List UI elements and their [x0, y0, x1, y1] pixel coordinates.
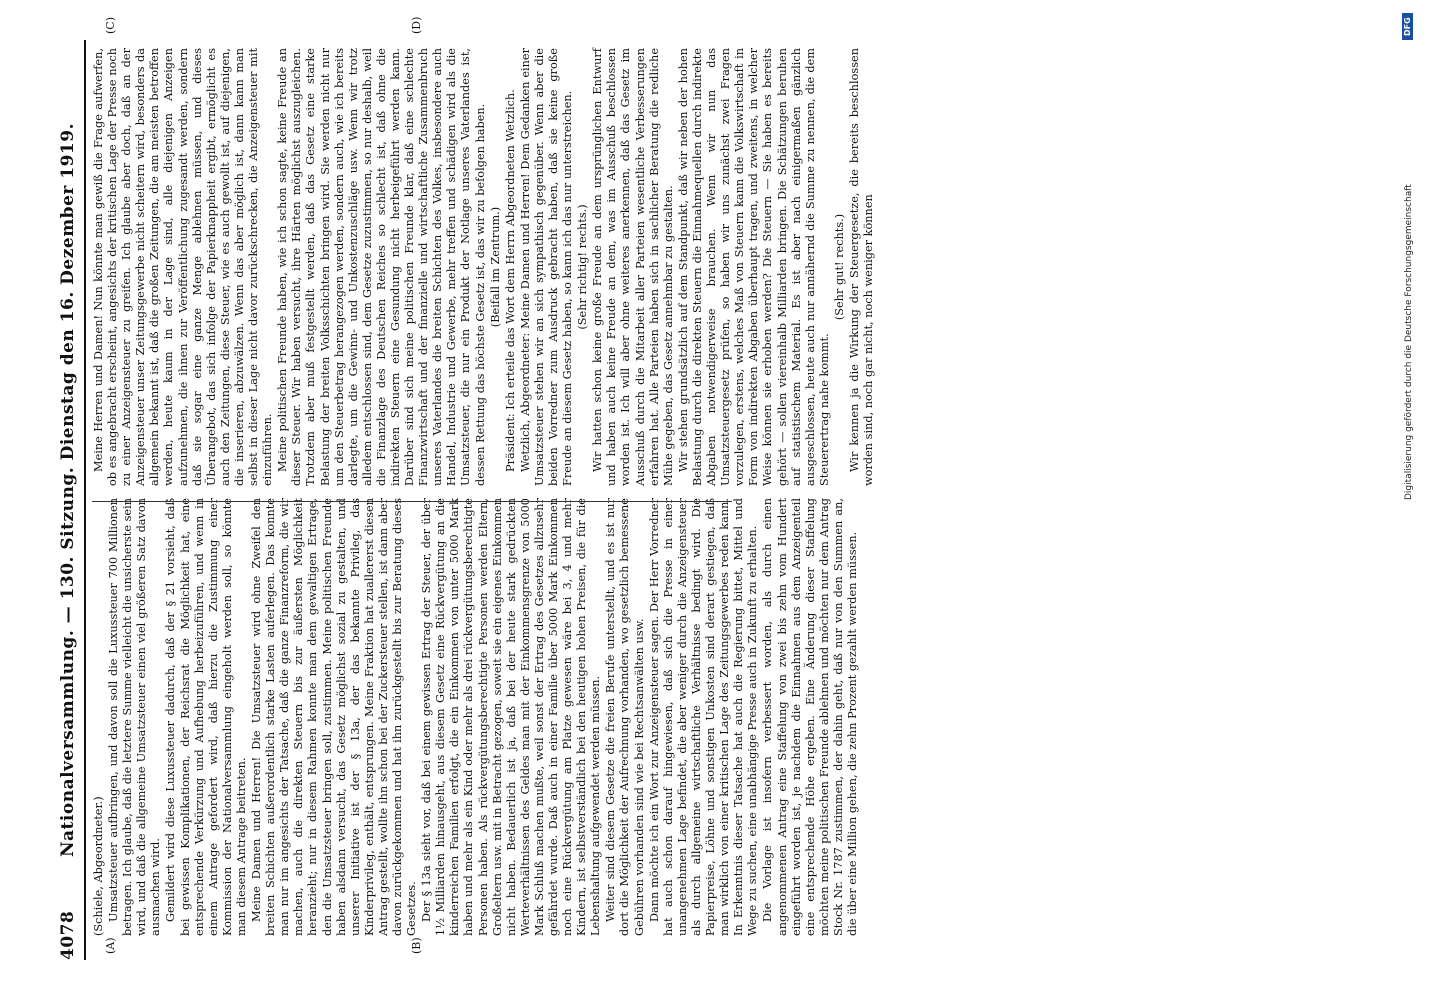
paragraph: Wetzlich, Abgeordneter: Meine Damen und Herren! Dem Gedanken einer Umsatzsteuer stehen wir an sich sympathisch gegenüber. Wenn aber die beiden Vorredner zum Ausdruck gebracht haben, daß sie keine große Freude an diesem Gesetz haben, so kann ich das nur unterstreichen.: [518, 48, 575, 486]
paragraph: Der § 13a sieht vor, daß bei einem gewissen Ertrag der Steuer, der über 1½ Milliarden hinausgeht, aus diesem Gesetz eine Rückvergütung an die kinderreichen Familien erfolgt, die ein Einkommen von unter 5000 Mark haben und mehr als ein Kind oder mehr als drei rückvergütungsberechtigte Personen haben. Als rückvergütungsberechtigte Personen werden Eltern, Großeltern usw. mit in Betracht gezogen, soweit sie ein eigenes Einkommen nicht haben. Bedauerlich ist ja, daß bei der heute stark gedrückten Werteverhältnissen des Geldes man mit der Einkommensgrenze von 5000 Mark Schluß machen mußte, weil sonst der Ertrag des Gesetzes allzusehr gefährdet wurde. Daß auch in einer Familie über 5000 Mark Einkommen noch eine Rückvergütung am Platze gewesen wäre bei 3, 4 und mehr Kindern, ist selbstverständlich bei den heutigen hohen Preisen, die für die Lebenshaltung aufgewendet werden müssen.: [420, 498, 603, 936]
column-divider: [92, 501, 732, 502]
interjection: (Beifall im Zentrum.): [488, 206, 502, 328]
margin-marker-a: (A): [104, 937, 117, 954]
left-column: [92, 498, 859, 936]
paragraph: Wir kennen ja die Wirkung der Steuergesetze, die bereits beschlossen worden sind, noch gar nicht, noch weniger können: [847, 48, 876, 486]
margin-marker-b: (B): [410, 937, 423, 954]
paragraph: Wir hatten schon keine große Freude an dem ursprünglichen Entwurf und haben auch keine Freude an dem, was im Ausschuß beschlossen worden ist. Ich will aber ohne weiteres anerkennen, daß das Gesetz im Ausschuß durch die Mitarbeit aller Parteien wesentliche Verbesserungen erfahren hat. Alle Parteien haben sich in sachlicher Beratung die redliche Mühe gegeben, das Gesetz annehmbar zu gestalten.: [591, 48, 675, 486]
paragraph: Meine Herren und Damen! Nun könnte man gewiß die Frage aufwerfen, ob es angebracht erscheint, angesichts der kritischen Lage der Presse noch zu einer Anzeigensteuer zu greifen. Ich glaube aber doch, daß an der Anzeigensteuer unser Zeitungsgewerbe nicht scheitern wird, besonders da allgemein bekannt ist, daß die großen Zeitungen, die am meisten betroffen werden, heute kaum in der Lage sind, alle diejenigen Anzeigen aufzunehmen, die ihnen zur Veröffentlichung zugesandt werden, sondern daß sie sogar eine ganze Menge ablehnen müssen, und dieses Überangebot, das sich infolge der Papierknappheit ergibt, ermöglicht es auch den Zeitungen, diese Steuer, wie es auch gewollt ist, auf diejenigen, die inserieren, abzuwälzen. Wenn das aber möglich ist, dann kann man selbst in dieser Lage nicht davor zurückschrecken, die Anzeigensteuer mit einzuführen.: [92, 48, 275, 486]
paragraph: Gemildert wird diese Luxussteuer dadurch, daß der § 21 vorsieht, daß bei gewissen Komplikationen, der Reichsrat die Möglichkeit hat, eine entsprechende Verkürzung und Aufhebung herbeizuführen, und wenn in einem Antrage gefordert wird, daß hierzu die Zustimmung einer Kommission der Nationalversammlung eingeholt werden soll, so könnte man diesem Antrage beitreten.: [164, 498, 248, 936]
margin-marker-d: (D): [410, 16, 423, 34]
paragraph: Weiter sind diesem Gesetze die freien Berufe unterstellt, und es ist nur dort die Möglichkeit der Aufrechnung vorhanden, wo gesetzlich bemessene Gebühren vorhanden sind wie bei Rechtsanwälten usw.: [604, 498, 646, 936]
interjection: (Sehr gut! rechts.): [832, 213, 846, 321]
margin-marker-c: (C): [104, 17, 117, 34]
interjection: (Sehr richtig! rechts.): [576, 204, 590, 330]
speaker-note: (Schiele, Abgeordneter.): [92, 796, 105, 936]
paragraph: Meine Damen und Herren! Die Umsatzsteuer wird ohne Zweifel den breiten Schichten außerordentlich starke Lasten auferlegen. Das konnte man nur im angesichts der Tatsache, daß die ganze Finanzreform, die wir machen, auch die direkten Steuern bis zur äußersten Möglichkeit heranzieht; nur in diesem Rahmen konnte man dem gewaltigen Ertrage, den die Umsatzsteuer bringen soll, zustimmen. Meine politischen Freunde haben alsdann versucht, das Gesetz möglichst sozial zu gestalten, und unserer Initiative ist der § 13a, der das bekannte Privileg, das Kinderprivileg, enthält, entsprungen. Meine Fraktion hat zuallererst diesen Antrag gestellt, wollte ihn schon bei der Zuckersteuer stellen, ist dann aber davon zurückgekommen und hat ihn zurückgestellt bis zur Beratung dieses Gesetzes.: [250, 498, 419, 936]
digitization-note: Digitalisierung gefördert durch die Deutsche Forschungsgemeinschaft: [1404, 184, 1414, 500]
page-number: 4078: [58, 910, 78, 960]
paragraph: Wir stehen grundsätzlich auf dem Standpunkt, daß wir neben der hohen Belastung durch die direkten Steuern die Einnahmequellen durch indirekte Abgaben notwendigerweise brauchen. Wenn wir nun das Umsatzsteuergesetz prüfen, so haben wir uns zunächst zwei Fragen vorzulegen, erstens, welches Maß von Steuern kann die Volkswirtschaft in Form von indirekten Abgaben überhaupt tragen, und zweitens, in welcher Weise können sie erhoben werden? Die Steuern — Sie haben es bereits gehört — sollen viereinhalb Milliarden bringen. Die Schätzungen beruhen auf statistischem Material. Es ist aber nach einigermaßen gänzlich ausgeschlossen, heute auch nur annähernd die Summe zu nennen, die dem Steuerertrag nahe kommt.: [676, 48, 831, 486]
paragraph: Dann möchte ich ein Wort zur Anzeigensteuer sagen. Der Herr Vorredner hat auch schon darauf hingewiesen, daß sich die Presse in einer unangenehmen Lage befindet, die aber weniger durch die Anzeigensteuer als durch allgemeine wirtschaftliche Verhältnisse bedingt wird. Die Papierpreise, Löhne und sonstigen Unkosten sind derart gestiegen, daß man wirklich von einer kritischen Lage des Zeitungsgewerbes reden kann. In Erkenntnis dieser Tatsache hat auch die Regierung bittet, Mittel und Wege zu suchen, eine unabhängige Presse auch in Zukunft zu erhalten.: [647, 498, 760, 936]
page-header: [50, 40, 86, 960]
paragraph: Die Vorlage ist insofern verbessert worden, als durch einen angenommenen Antrag eine Staffelung von zwei bis zehn vom Hundert eingeführt worden ist, je nachdem die Einnahmen aus dem Anzeigenteil eine entsprechende Höhe ergeben. Eine Änderung dieser Staffelung möchten meine politischen Freunde ablehnen und möchten nur dem Antrag Stock Nr. 1787 zustimmen, der dahin geht, daß nur von den Summen an, die über eine Million gehen, die zehn Prozent gezahlt werden müssen.: [761, 498, 859, 936]
dfg-logo: DFG: [1402, 13, 1413, 40]
paragraph: Umsatzsteuer aufbringen, und davon soll die Luxussteuer 700 Millionen betragen. Ich glaube, daß die letztere Summe vielleicht die unsicherste sein wird, und daß die allgemeine Umsatzsteuer einen viel größeren Satz davon ausmachen wird.: [107, 498, 163, 936]
header-rule: [84, 40, 86, 960]
paragraph: Präsident: Ich erteile das Wort dem Herrn Abgeordneten Wetzlich.: [503, 89, 517, 472]
right-column: [92, 48, 876, 486]
paragraph: Meine politischen Freunde haben, wie ich schon sagte, keine Freude an dieser Steuer. Wir haben versucht, ihre Härten möglichst auszugleichen. Trotzdem aber muß festgestellt werden, daß das Gesetz eine starke Belastung der breiten Volksschichten bringen wird. Sie werden nicht nur um den Steuerbetrag herangezogen werden, sondern auch, wie ich bereits darlegte, um die Gewinn- und Unkostenzuschläge usw. Wenn wir trotz alledem entschlossen sind, dem Gesetze zuzustimmen, so nur deshalb, weil die Finanzlage des Deutschen Reiches so schlecht ist, daß ohne die indirekten Steuern eine Gesundung nicht herbeigeführt werden kann. Darüber sind sich meine politischen Freunde klar, daß eine schlechte Finanzwirtschaft und der finanzielle und wirtschaftliche Zusammenbruch unseres Vaterlandes die breiten Schichten des Volkes, insbesondere auch Handel, Industrie und Gewerbe, mehr treffen und schädigen wird als die Umsatzsteuer, die nur ein Produkt der Notlage unseres Vaterlandes ist, dessen Rettung das höchste Gesetz ist, das wir zu befolgen haben.: [276, 48, 487, 486]
page-title: Nationalversammlung. — 130. Sitzung. Dienstag den 16. Dezember 1919.: [58, 123, 78, 857]
